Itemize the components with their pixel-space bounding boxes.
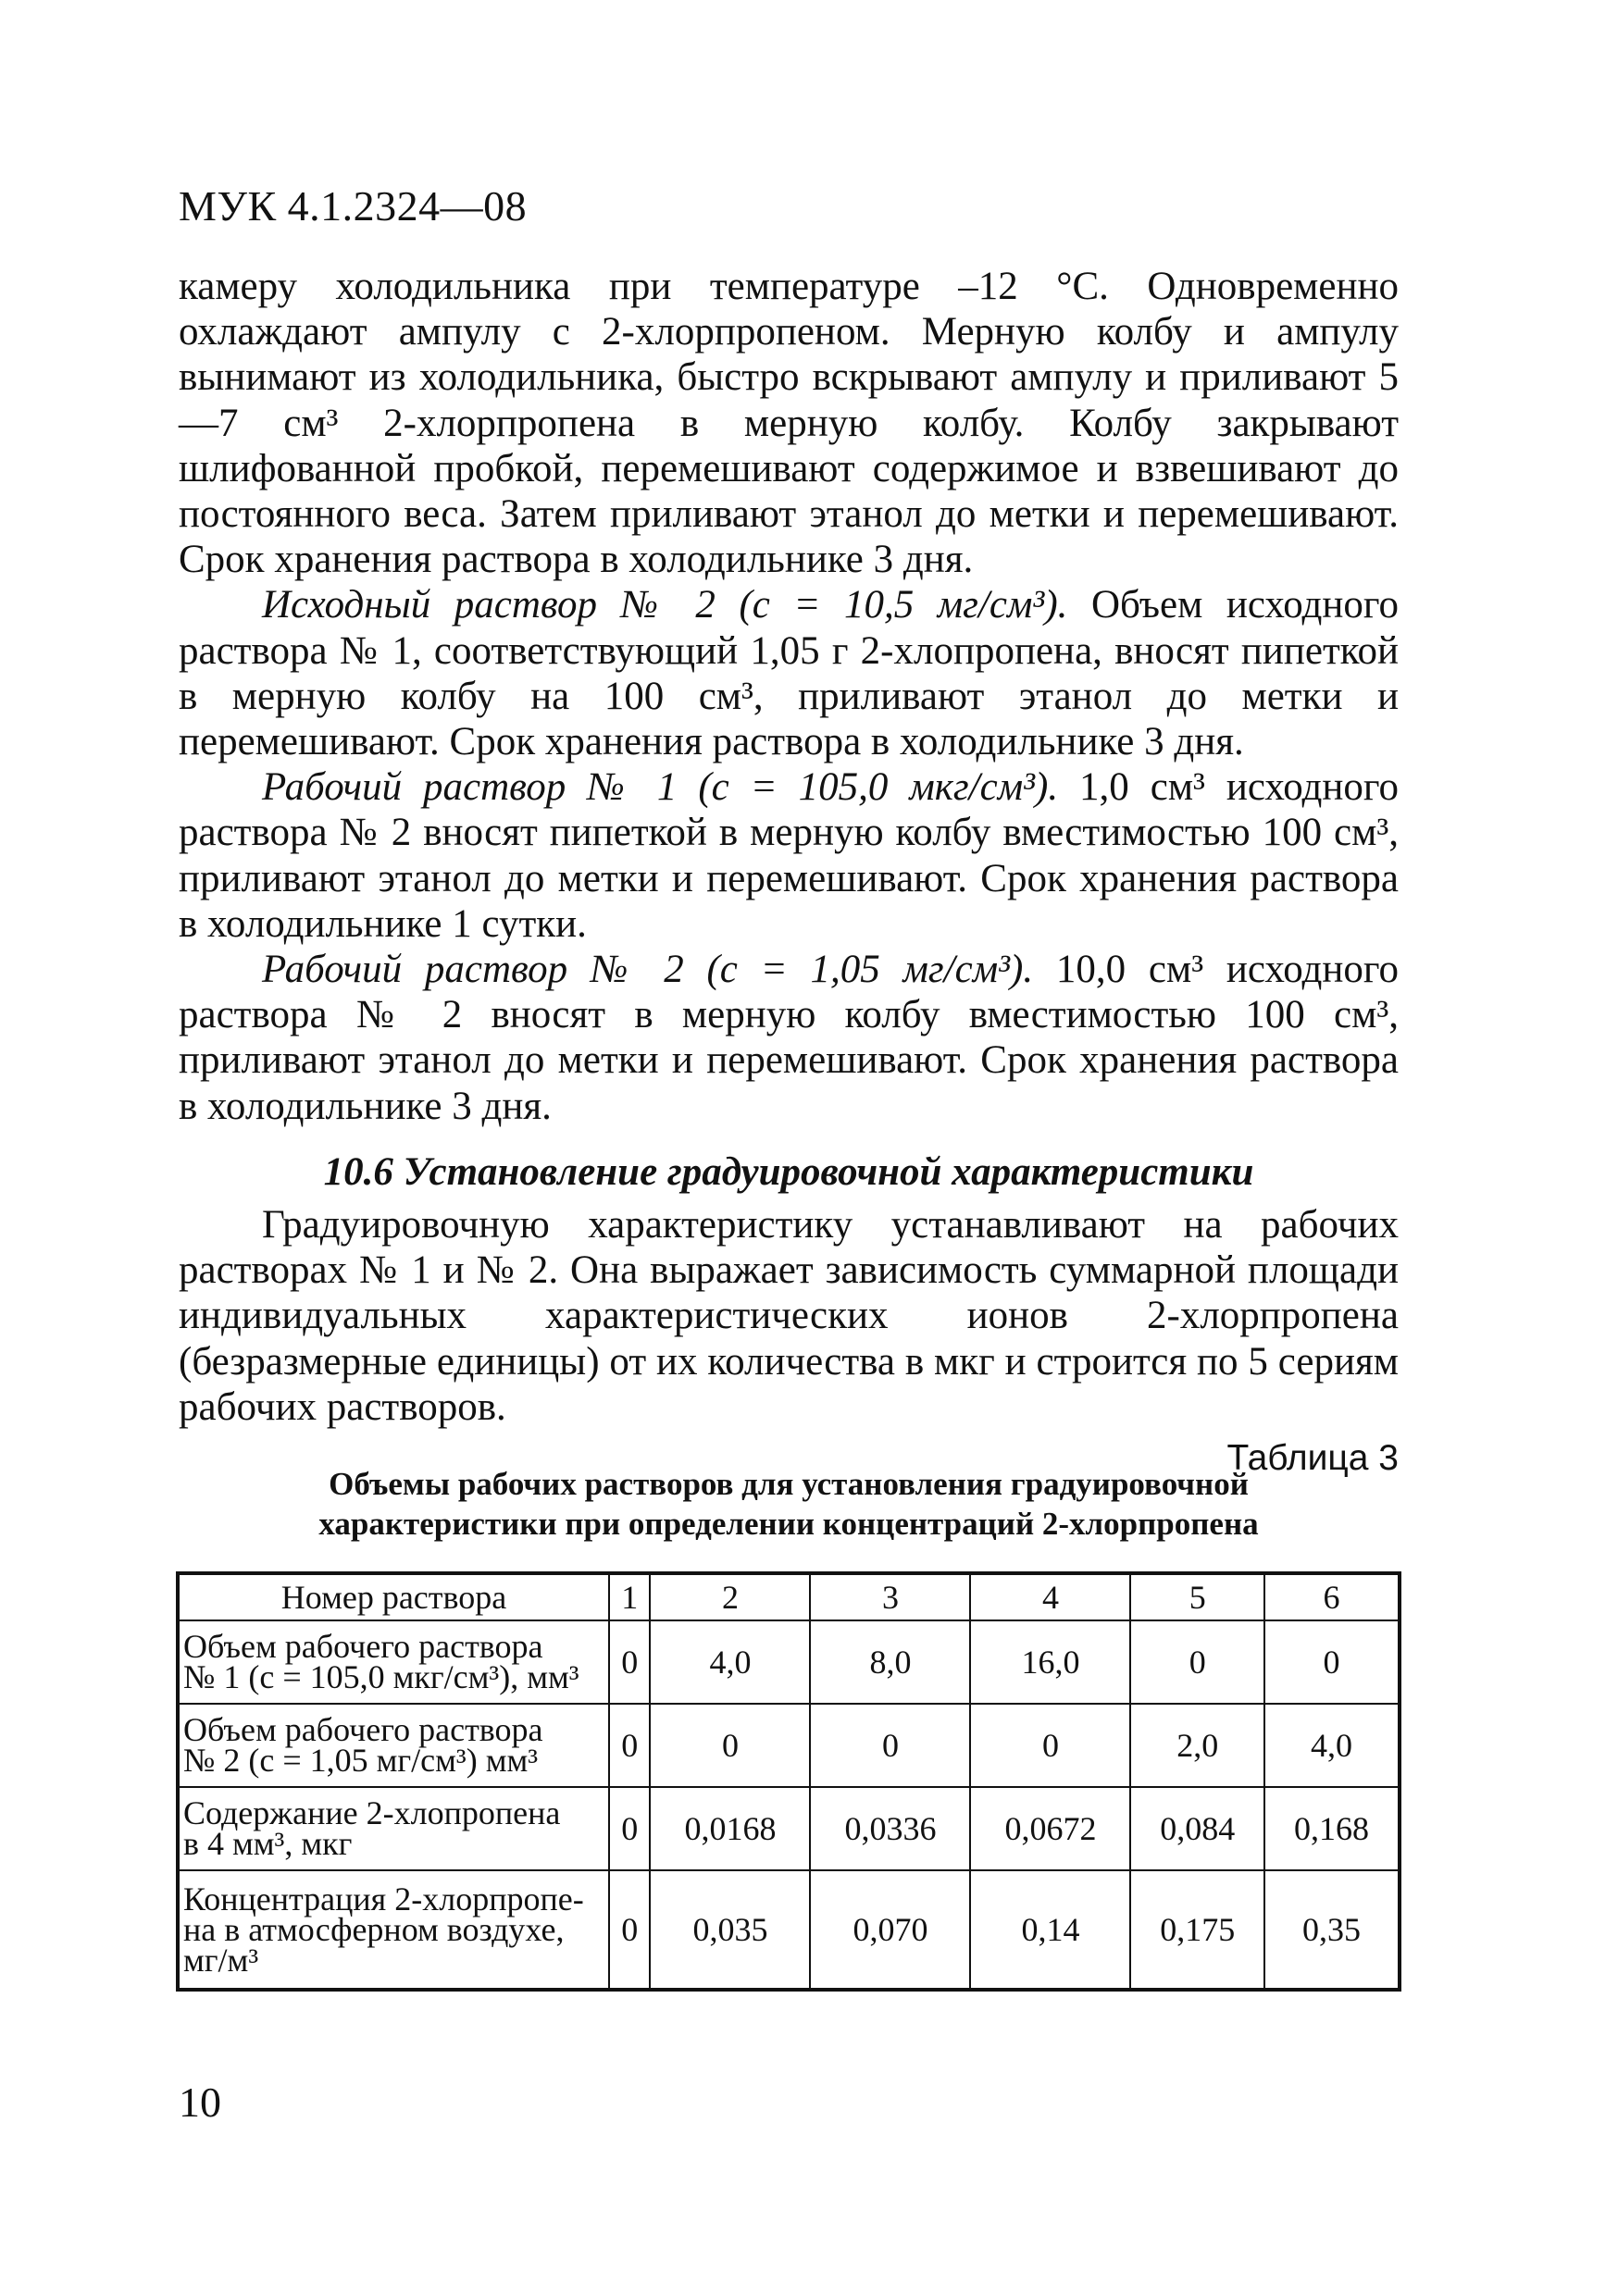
paragraph-2-text: Объем исходного раствора № 1, соответствующий 1,05 г 2-хлопропена, вносят пипеткой в мерную колбу на 100 см³, приливают этанол до метки и перемешивают. Срок хранения раствора в холодильнике 3 дня.	[179, 583, 1399, 764]
row-label-line: Содержание 2-хлопропена	[183, 1794, 561, 1831]
paragraph-3	[179, 764, 1399, 947]
paragraph-5: Градуировочную характеристику устанавливают на рабочих растворах № 1 и № 2. Она выражает зависимость суммарной площади индивидуальных характеристических ионов 2-хлорпропена (безразмерные единицы) от их количества в мкг и строится по 5 сериям рабочих растворов.	[179, 1203, 1399, 1429]
table-cell: 0,070	[810, 1870, 970, 1990]
row-label	[178, 1870, 609, 1990]
header-cell: 3	[810, 1573, 970, 1620]
row-label	[178, 1787, 609, 1870]
table-cell: 8,0	[810, 1620, 970, 1704]
table-cell: 0,084	[1130, 1787, 1263, 1870]
data-table	[176, 1571, 1401, 1992]
table-row	[178, 1787, 1400, 1870]
table-cell: 0	[970, 1704, 1130, 1787]
table-cell: 0,0336	[810, 1787, 970, 1870]
table-cell: 0	[650, 1704, 810, 1787]
header-cell: 5	[1130, 1573, 1263, 1620]
table-caption-line-1: Объемы рабочих растворов для установления градуировочной	[329, 1466, 1249, 1502]
table-cell: 0	[609, 1620, 650, 1704]
document-code-header: МУК 4.1.2324—08	[179, 182, 528, 230]
paragraph-4-heading: Рабочий раствор № 2 (с = 1,05 мг/см³).	[262, 948, 1034, 992]
table-cell: 0,0672	[970, 1787, 1130, 1870]
row-label-line: на в атмосферном воздухе,	[183, 1910, 565, 1948]
row-label-line: № 1 (с = 105,0 мкг/см³), мм³	[183, 1658, 579, 1695]
body-text	[179, 264, 1399, 1481]
table-header-row	[178, 1573, 1400, 1620]
row-label	[178, 1620, 609, 1704]
paragraph-4	[179, 947, 1399, 1129]
table-cell: 0	[1130, 1620, 1263, 1704]
table-label: Таблица 3	[1226, 1438, 1399, 1479]
header-cell: 1	[609, 1573, 650, 1620]
table-row	[178, 1620, 1400, 1704]
table-cell: 2,0	[1130, 1704, 1263, 1787]
row-label-line: № 2 (с = 1,05 мг/см³) мм³	[183, 1742, 539, 1779]
table-cell: 0	[609, 1704, 650, 1787]
row-label-line: Объем рабочего раствора	[183, 1628, 543, 1665]
table-cell: 4,0	[650, 1620, 810, 1704]
row-label-line: в 4 мм³, мкг	[183, 1825, 353, 1862]
paragraph-1: камеру холодильника при температуре –12 °С. Одновременно охлаждают ампулу с 2-хлорпропеном. Мерную колбу и ампулу вынимают из холодильника, быстро вскрывают ампулу и приливают 5—7 см³ 2-хлорпропена в мерную колбу. Колбу закрывают шлифованной пробкой, перемешивают содержимое и взвешивают до постоянного веса. Затем приливают этанол до метки и перемешивают. Срок хранения раствора в холодильнике 3 дня.	[179, 265, 1399, 582]
table-cell: 0	[810, 1704, 970, 1787]
table-cell: 0,0168	[650, 1787, 810, 1870]
section-title: 10.6 Установление градуировочной характеристики	[323, 1149, 1254, 1194]
table-cell: 4,0	[1264, 1704, 1400, 1787]
paragraph-4-text: 10,0 см³ исходного раствора № 2 вносят в мерную колбу вместимостью 100 см³, приливают этанол до метки и перемешивают. Срок хранения раствора в холодильнике 3 дня.	[179, 948, 1399, 1128]
header-cell: 4	[970, 1573, 1130, 1620]
header-cell: 6	[1264, 1573, 1400, 1620]
row-label-line: Концентрация 2-хлорпропе-	[183, 1880, 584, 1917]
table-cell: 0,14	[970, 1870, 1130, 1990]
table-cell: 0,175	[1130, 1870, 1263, 1990]
paragraph-2	[179, 582, 1399, 764]
row-label-line: Объем рабочего раствора	[183, 1711, 543, 1748]
header-cell: Номер раствора	[178, 1573, 609, 1620]
table-caption	[179, 1464, 1399, 1544]
table-cell: 0,035	[650, 1870, 810, 1990]
paragraph-3-heading: Рабочий раствор № 1 (с = 105,0 мкг/см³).	[262, 765, 1059, 810]
row-label	[178, 1704, 609, 1787]
table-cell: 0	[1264, 1620, 1400, 1704]
paragraph-3-text: 1,0 см³ исходного раствора № 2 вносят пипеткой в мерную колбу вместимостью 100 см³, приливают этанол до метки и перемешивают. Срок хранения раствора в холодильнике 1 сутки.	[179, 765, 1399, 946]
table-cell: 16,0	[970, 1620, 1130, 1704]
row-label-line: мг/м³	[183, 1941, 259, 1979]
table-cell: 0,168	[1264, 1787, 1400, 1870]
table-cell: 0	[609, 1787, 650, 1870]
table-row	[178, 1704, 1400, 1787]
table-cell: 0	[609, 1870, 650, 1990]
table-row	[178, 1870, 1400, 1990]
table-cell: 0,35	[1264, 1870, 1400, 1990]
header-cell: 2	[650, 1573, 810, 1620]
page-number: 10	[179, 2079, 221, 2126]
paragraph-2-heading: Исходный раствор № 2 (с = 10,5 мг/см³).	[262, 583, 1068, 627]
table-caption-line-2: характеристики при определении концентраций 2-хлорпропена	[318, 1506, 1259, 1542]
